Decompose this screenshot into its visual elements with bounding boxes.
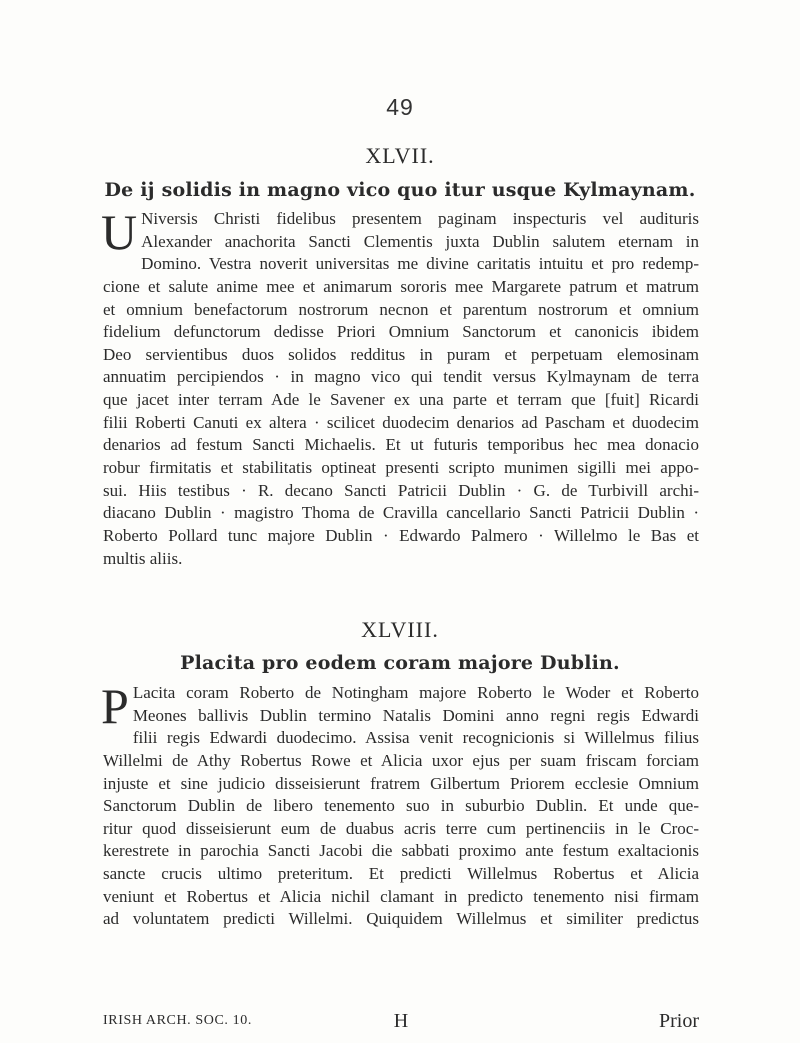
text-line: sancte crucis ultimo preteritum. Et predicti Willelmus Robertus et Alicia [103, 864, 699, 884]
page-footer [103, 1010, 699, 1035]
text-line: Roberto Pollard tunc majore Dublin · Edwardo Palmero · Willelmo le Bas et [103, 525, 699, 545]
text-line: veniunt et Robertus et Alicia nichil clamant in predicto tenemento nisi firmam [103, 886, 699, 906]
text-line: sui. Hiis testibus · R. decano Sancti Patricii Dublin · G. de Turbivill archi- [103, 480, 699, 500]
text-line: ad voluntatem predicti Willelmi. Quiquidem Willelmus et similiter predictus [103, 909, 699, 929]
text-line: diacano Dublin · magistro Thoma de Cravilla cancellario Sancti Patricii Dublin · [103, 503, 699, 523]
section-heading-xlvii: XLVII. [365, 143, 435, 168]
text-line: Deo servientibus duos solidos redditus in puram et perpetuam elemosinam [103, 344, 699, 364]
drop-capital: P [101, 678, 129, 734]
text-line: Meones ballivis Dublin termino Natalis Domini anno regni regis Edwardi [132, 705, 699, 725]
text-line: que jacet inter terram Ade le Savener ex una parte et terram que [fuit] Ricardi [103, 390, 699, 410]
catchword: Prior [659, 1010, 699, 1032]
text-line: cione et salute anime mee et animarum sororis mee Margarete patrum et matrum [103, 276, 699, 296]
text-line: Domino. Vestra noverit universitas me divine caritatis intuitu et pro redemp- [141, 254, 699, 274]
text-line: Niversis Christi fidelibus presentem paginam inspecturis vel audituris [141, 209, 699, 228]
section-subtitle-xlviii: Placita pro eodem coram majore Dublin. [180, 652, 620, 674]
section-heading-xlviii: XLVIII. [361, 617, 439, 642]
text-line: annuatim percipiendos · in magno vico qui tendit versus Kylmaynam de terra [103, 367, 699, 387]
text-line: filii Roberti Canuti ex altera · scilicet duodecim denarios ad Pascham et duodecim [103, 412, 699, 432]
section-body-xlviii [101, 678, 699, 931]
text-line: Lacita coram Roberto de Notingham majore Roberto le Woder et Roberto [132, 683, 699, 702]
text-line: kerestrete in parochia Sancti Jacobi die sabbati proximo ante festum exaltacionis [103, 841, 699, 861]
text-line: filii regis Edwardi duodecimo. Assisa venit recognicionis si Willelmus filius [132, 728, 699, 748]
drop-capital: U [101, 204, 138, 260]
sheet-mark: H [393, 1010, 409, 1032]
text-line: Alexander anachorita Sancti Clementis juxta Dublin salutem eternam in [141, 231, 699, 251]
printer-signature: IRISH ARCH. SOC. 10. [103, 1013, 252, 1028]
text-line: denarios ad festum Sancti Michaelis. Et ut futuris temporibus hec mea donacio [103, 435, 699, 455]
text-line: et omnium benefactorum nostrorum necnon et parentum nostrorum et omnium [103, 299, 699, 319]
text-line: ritur quod disseisierunt eum de duabus acris terre cum pertinenciis in le Croc- [103, 818, 699, 838]
text-line: Willelmi de Athy Robertus Rowe et Alicia uxor ejus per suam friscam forciam [103, 750, 699, 770]
text-line: fidelium defunctorum dedisse Priori Omnium Sanctorum et canonicis ibidem [103, 322, 699, 342]
text-line: robur firmitatis et stabilitatis optineat presenti scripto munimen sigilli mei appo- [103, 458, 699, 478]
section-subtitle-xlvii: De ij solidis in magno vico quo itur usque Kylmaynam. [104, 179, 696, 201]
text-line: injuste et sine judicio disseisierunt fratrem Gilbertum Priorem ecclesie Omnium [103, 773, 699, 793]
text-line: multis aliis. [103, 548, 183, 568]
page-number: 49 [386, 94, 414, 120]
text-line: Sanctorum Dublin de libero tenemento suo in suburbio Dublin. Et unde que- [103, 796, 699, 816]
section-body-xlvii [101, 204, 699, 570]
